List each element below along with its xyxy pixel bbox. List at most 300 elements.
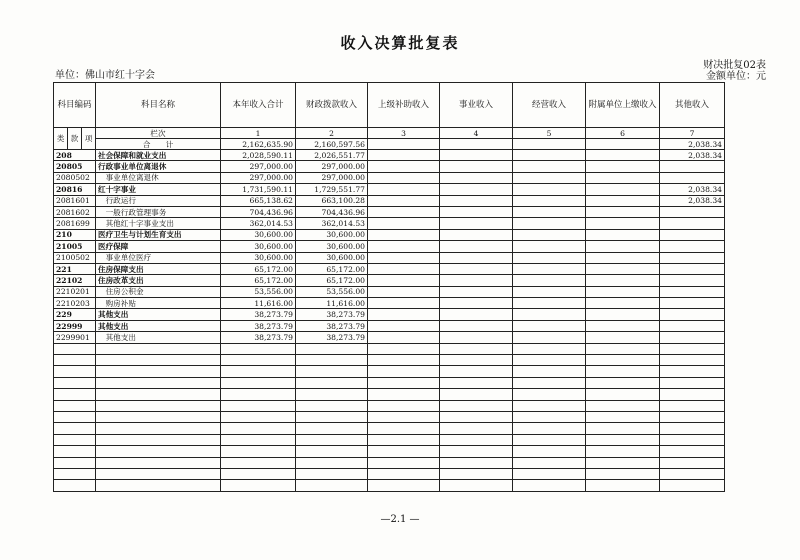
table-row — [54, 172, 725, 183]
row-value-col-5 — [513, 150, 586, 161]
row-value-col-4 — [440, 423, 513, 434]
row-value-col-6 — [586, 389, 660, 400]
row-code: 2100502 — [54, 252, 96, 263]
header-col-4: 事业收入 — [440, 83, 513, 128]
row-value-col-4 — [440, 150, 513, 161]
total-cell: 2,160,597.56 — [296, 139, 368, 150]
row-name — [96, 355, 221, 366]
row-value-col-4 — [440, 298, 513, 309]
row-value-col-2: 11,616.00 — [296, 298, 368, 309]
row-value-col-1: 30,600.00 — [221, 252, 296, 263]
row-value-col-4 — [440, 241, 513, 252]
row-name: 其他红十字事业支出 — [96, 218, 221, 229]
row-value-col-2 — [296, 423, 368, 434]
row-value-col-4 — [440, 400, 513, 411]
row-value-col-6 — [586, 161, 660, 172]
row-value-col-4 — [440, 320, 513, 331]
row-value-col-2: 38,273.79 — [296, 332, 368, 343]
row-value-col-3 — [368, 423, 440, 434]
row-value-col-4 — [440, 468, 513, 479]
table-row — [54, 161, 725, 172]
row-value-col-5 — [513, 161, 586, 172]
row-value-col-3 — [368, 343, 440, 354]
row-value-col-3 — [368, 286, 440, 297]
row-value-col-3 — [368, 468, 440, 479]
row-value-col-1 — [221, 468, 296, 479]
lanci-label: 栏次 — [96, 128, 221, 139]
row-value-col-4 — [440, 355, 513, 366]
row-name — [96, 446, 221, 457]
row-value-col-6 — [586, 468, 660, 479]
row-value-col-6 — [586, 446, 660, 457]
row-code — [54, 355, 96, 366]
row-value-col-6 — [586, 320, 660, 331]
row-value-col-5 — [513, 286, 586, 297]
amount-unit: 金额单位：元 — [706, 71, 766, 82]
row-value-col-1 — [221, 480, 296, 491]
table-row — [54, 229, 725, 240]
row-value-col-6 — [586, 343, 660, 354]
col-number-6: 6 — [586, 128, 660, 139]
row-value-col-1: 1,731,590.11 — [221, 184, 296, 195]
row-code — [54, 400, 96, 411]
row-value-col-6 — [586, 184, 660, 195]
row-value-col-4 — [440, 309, 513, 320]
row-value-col-1 — [221, 377, 296, 388]
form-code-block — [703, 60, 766, 82]
row-value-col-5 — [513, 241, 586, 252]
row-value-col-2: 38,273.79 — [296, 309, 368, 320]
row-value-col-3 — [368, 400, 440, 411]
row-value-col-3 — [368, 252, 440, 263]
row-value-col-3 — [368, 218, 440, 229]
row-name: 行政事业单位离退休 — [96, 161, 221, 172]
row-value-col-3 — [368, 241, 440, 252]
row-code — [54, 446, 96, 457]
header-col-2: 财政拨款收入 — [296, 83, 368, 128]
row-value-col-6 — [586, 195, 660, 206]
col-number-2: 2 — [296, 128, 368, 139]
row-value-col-5 — [513, 195, 586, 206]
row-code — [54, 468, 96, 479]
row-value-col-6 — [586, 241, 660, 252]
row-value-col-7 — [660, 241, 725, 252]
row-value-col-5 — [513, 275, 586, 286]
row-value-col-7 — [660, 229, 725, 240]
table-row — [54, 320, 725, 331]
row-value-col-5 — [513, 411, 586, 422]
col-number-5: 5 — [513, 128, 586, 139]
row-value-col-3 — [368, 411, 440, 422]
row-value-col-7 — [660, 320, 725, 331]
row-value-col-4 — [440, 172, 513, 183]
row-value-col-2: 65,172.00 — [296, 275, 368, 286]
row-value-col-6 — [586, 400, 660, 411]
row-value-col-6 — [586, 263, 660, 274]
table-row — [54, 480, 725, 491]
row-value-col-4 — [440, 446, 513, 457]
row-value-col-1: 30,600.00 — [221, 241, 296, 252]
table-row — [54, 411, 725, 422]
row-value-col-5 — [513, 229, 586, 240]
row-code — [54, 343, 96, 354]
row-value-col-2 — [296, 343, 368, 354]
row-value-col-1 — [221, 400, 296, 411]
row-value-col-2: 30,600.00 — [296, 241, 368, 252]
total-cell: 2,162,635.90 — [221, 139, 296, 150]
table-row — [54, 263, 725, 274]
row-value-col-6 — [586, 298, 660, 309]
row-value-col-2 — [296, 480, 368, 491]
row-value-col-7 — [660, 446, 725, 457]
row-name: 其他支出 — [96, 320, 221, 331]
row-value-col-6 — [586, 275, 660, 286]
row-value-col-1: 2,028,590.11 — [221, 150, 296, 161]
row-value-col-7 — [660, 309, 725, 320]
row-name — [96, 377, 221, 388]
reporting-unit: 单位：佛山市红十字会 — [55, 70, 155, 81]
row-code: 20805 — [54, 161, 96, 172]
row-value-col-5 — [513, 184, 586, 195]
row-value-col-3 — [368, 446, 440, 457]
row-value-col-4 — [440, 332, 513, 343]
row-value-col-4 — [440, 206, 513, 217]
row-value-col-2: 38,273.79 — [296, 320, 368, 331]
row-code — [54, 480, 96, 491]
row-value-col-2: 30,600.00 — [296, 252, 368, 263]
row-value-col-6 — [586, 377, 660, 388]
row-value-col-6 — [586, 366, 660, 377]
row-value-col-4 — [440, 286, 513, 297]
row-value-col-7: 2,038.34 — [660, 184, 725, 195]
row-value-col-4 — [440, 343, 513, 354]
row-value-col-5 — [513, 320, 586, 331]
total-cell — [440, 139, 513, 150]
row-value-col-1: 362,014.53 — [221, 218, 296, 229]
row-value-col-6 — [586, 332, 660, 343]
row-name — [96, 468, 221, 479]
row-value-col-5 — [513, 206, 586, 217]
row-code: 2080502 — [54, 172, 96, 183]
row-value-col-5 — [513, 252, 586, 263]
page-number: —2.1 — — [380, 514, 420, 525]
row-value-col-6 — [586, 480, 660, 491]
table-row — [54, 446, 725, 457]
table-row — [54, 195, 725, 206]
row-name: 购房补贴 — [96, 298, 221, 309]
row-value-col-1: 38,273.79 — [221, 320, 296, 331]
row-code: 208 — [54, 150, 96, 161]
col-number-3: 3 — [368, 128, 440, 139]
row-code: 2081601 — [54, 195, 96, 206]
row-name — [96, 343, 221, 354]
row-code — [54, 411, 96, 422]
row-value-col-7 — [660, 332, 725, 343]
row-value-col-4 — [440, 457, 513, 468]
row-value-col-7 — [660, 468, 725, 479]
row-value-col-7: 2,038.34 — [660, 150, 725, 161]
row-code: 22999 — [54, 320, 96, 331]
row-code: 2081699 — [54, 218, 96, 229]
table-row — [54, 218, 725, 229]
row-code: 2210203 — [54, 298, 96, 309]
row-code: 221 — [54, 263, 96, 274]
row-name: 红十字事业 — [96, 184, 221, 195]
row-name: 医疗保障 — [96, 241, 221, 252]
row-name — [96, 423, 221, 434]
income-table — [53, 82, 725, 492]
col-number-7: 7 — [660, 128, 725, 139]
row-value-col-4 — [440, 229, 513, 240]
row-value-col-7 — [660, 480, 725, 491]
row-value-col-2: 297,000.00 — [296, 172, 368, 183]
row-value-col-3 — [368, 172, 440, 183]
total-cell — [586, 139, 660, 150]
row-name: 住房公积金 — [96, 286, 221, 297]
row-value-col-2: 704,436.96 — [296, 206, 368, 217]
row-value-col-7 — [660, 298, 725, 309]
table-row — [54, 332, 725, 343]
row-value-col-1: 665,138.62 — [221, 195, 296, 206]
header-row — [54, 83, 725, 128]
row-value-col-6 — [586, 457, 660, 468]
table-row — [54, 457, 725, 468]
row-value-col-3 — [368, 309, 440, 320]
row-value-col-5 — [513, 332, 586, 343]
row-value-col-1: 53,556.00 — [221, 286, 296, 297]
row-value-col-4 — [440, 389, 513, 400]
row-value-col-2 — [296, 389, 368, 400]
row-value-col-3 — [368, 161, 440, 172]
row-value-col-3 — [368, 457, 440, 468]
header-col-3: 上级补助收入 — [368, 83, 440, 128]
row-code: 2081602 — [54, 206, 96, 217]
row-value-col-1 — [221, 411, 296, 422]
row-value-col-1: 704,436.96 — [221, 206, 296, 217]
row-value-col-5 — [513, 172, 586, 183]
row-value-col-6 — [586, 206, 660, 217]
row-value-col-6 — [586, 286, 660, 297]
table-row — [54, 366, 725, 377]
header-class: 类 — [54, 128, 68, 150]
row-value-col-7 — [660, 161, 725, 172]
row-value-col-3 — [368, 332, 440, 343]
table-row — [54, 343, 725, 354]
row-value-col-4 — [440, 377, 513, 388]
row-name: 其他支出 — [96, 332, 221, 343]
row-value-col-3 — [368, 389, 440, 400]
row-value-col-2: 30,600.00 — [296, 229, 368, 240]
row-value-col-2 — [296, 446, 368, 457]
row-value-col-7 — [660, 172, 725, 183]
row-value-col-3 — [368, 434, 440, 445]
row-value-col-6 — [586, 252, 660, 263]
row-value-col-4 — [440, 184, 513, 195]
row-value-col-4 — [440, 252, 513, 263]
row-value-col-3 — [368, 150, 440, 161]
row-name: 一般行政管理事务 — [96, 206, 221, 217]
row-name: 其他支出 — [96, 309, 221, 320]
table-row — [54, 298, 725, 309]
row-value-col-3 — [368, 229, 440, 240]
row-name — [96, 400, 221, 411]
table-row — [54, 400, 725, 411]
row-name — [96, 457, 221, 468]
row-value-col-1 — [221, 423, 296, 434]
table-row — [54, 206, 725, 217]
table-row — [54, 468, 725, 479]
header-section: 款 — [68, 128, 82, 150]
col-number-4: 4 — [440, 128, 513, 139]
row-value-col-2 — [296, 355, 368, 366]
row-value-col-6 — [586, 434, 660, 445]
row-value-col-6 — [586, 355, 660, 366]
table-row — [54, 377, 725, 388]
row-value-col-6 — [586, 423, 660, 434]
row-value-col-3 — [368, 195, 440, 206]
row-value-col-2 — [296, 400, 368, 411]
row-value-col-2 — [296, 411, 368, 422]
row-name: 行政运行 — [96, 195, 221, 206]
row-value-col-5 — [513, 298, 586, 309]
total-cell: 2,038.34 — [660, 139, 725, 150]
row-name: 社会保障和就业支出 — [96, 150, 221, 161]
row-value-col-7 — [660, 434, 725, 445]
row-code — [54, 366, 96, 377]
row-value-col-7 — [660, 411, 725, 422]
row-value-col-1 — [221, 343, 296, 354]
row-value-col-5 — [513, 377, 586, 388]
table-row — [54, 275, 725, 286]
header-col-6: 附属单位上缴收入 — [586, 83, 660, 128]
row-value-col-6 — [586, 229, 660, 240]
row-value-col-5 — [513, 218, 586, 229]
total-label: 合 计 — [96, 139, 221, 150]
total-row — [54, 139, 725, 150]
row-code: 22102 — [54, 275, 96, 286]
row-value-col-2 — [296, 366, 368, 377]
row-value-col-7 — [660, 252, 725, 263]
row-value-col-3 — [368, 377, 440, 388]
row-value-col-5 — [513, 468, 586, 479]
table-row — [54, 309, 725, 320]
row-value-col-4 — [440, 434, 513, 445]
row-name: 事业单位离退休 — [96, 172, 221, 183]
row-value-col-7 — [660, 389, 725, 400]
row-value-col-1: 38,273.79 — [221, 332, 296, 343]
table-row — [54, 423, 725, 434]
table-row — [54, 355, 725, 366]
row-name — [96, 389, 221, 400]
total-cell — [513, 139, 586, 150]
row-name — [96, 434, 221, 445]
row-value-col-1 — [221, 457, 296, 468]
row-code: 20816 — [54, 184, 96, 195]
row-value-col-5 — [513, 355, 586, 366]
row-value-col-2: 1,729,551.77 — [296, 184, 368, 195]
row-name — [96, 411, 221, 422]
row-value-col-6 — [586, 309, 660, 320]
row-value-col-3 — [368, 355, 440, 366]
row-value-col-2 — [296, 468, 368, 479]
row-value-col-1: 65,172.00 — [221, 263, 296, 274]
header-col-1: 本年收入合计 — [221, 83, 296, 128]
row-value-col-6 — [586, 411, 660, 422]
row-value-col-5 — [513, 480, 586, 491]
row-code: 229 — [54, 309, 96, 320]
row-value-col-5 — [513, 457, 586, 468]
row-value-col-1: 30,600.00 — [221, 229, 296, 240]
row-value-col-7 — [660, 218, 725, 229]
page-title: 收入决算批复表 — [340, 34, 460, 52]
row-value-col-7 — [660, 400, 725, 411]
row-value-col-7 — [660, 355, 725, 366]
row-value-col-4 — [440, 366, 513, 377]
row-value-col-2: 663,100.28 — [296, 195, 368, 206]
row-code: 2210201 — [54, 286, 96, 297]
row-value-col-7: 2,038.34 — [660, 195, 725, 206]
row-value-col-1 — [221, 434, 296, 445]
row-value-col-2: 53,556.00 — [296, 286, 368, 297]
row-value-col-4 — [440, 480, 513, 491]
row-code — [54, 423, 96, 434]
row-code — [54, 377, 96, 388]
row-value-col-4 — [440, 275, 513, 286]
row-value-col-7 — [660, 275, 725, 286]
row-value-col-7 — [660, 423, 725, 434]
row-value-col-6 — [586, 218, 660, 229]
row-value-col-1 — [221, 389, 296, 400]
row-value-col-5 — [513, 434, 586, 445]
header-code: 科目编码 — [54, 83, 96, 128]
col-number-1: 1 — [221, 128, 296, 139]
table-row — [54, 286, 725, 297]
row-value-col-7 — [660, 263, 725, 274]
row-value-col-7 — [660, 377, 725, 388]
row-value-col-7 — [660, 366, 725, 377]
row-value-col-5 — [513, 389, 586, 400]
row-code — [54, 457, 96, 468]
row-value-col-4 — [440, 411, 513, 422]
table-row — [54, 434, 725, 445]
row-value-col-4 — [440, 218, 513, 229]
row-value-col-4 — [440, 263, 513, 274]
row-value-col-5 — [513, 309, 586, 320]
row-value-col-1: 11,616.00 — [221, 298, 296, 309]
row-value-col-1 — [221, 366, 296, 377]
row-value-col-3 — [368, 263, 440, 274]
table-row — [54, 252, 725, 263]
row-value-col-2: 2,026,551.77 — [296, 150, 368, 161]
row-name: 住房改革支出 — [96, 275, 221, 286]
row-value-col-3 — [368, 184, 440, 195]
table-row — [54, 184, 725, 195]
row-value-col-5 — [513, 446, 586, 457]
row-value-col-7 — [660, 343, 725, 354]
row-value-col-5 — [513, 400, 586, 411]
row-value-col-7 — [660, 206, 725, 217]
row-value-col-6 — [586, 150, 660, 161]
row-value-col-3 — [368, 275, 440, 286]
row-code — [54, 389, 96, 400]
row-value-col-3 — [368, 366, 440, 377]
row-name — [96, 366, 221, 377]
row-value-col-2: 65,172.00 — [296, 263, 368, 274]
row-value-col-4 — [440, 195, 513, 206]
row-value-col-5 — [513, 343, 586, 354]
form-code: 财决批复02表 — [703, 60, 766, 71]
table-row — [54, 241, 725, 252]
